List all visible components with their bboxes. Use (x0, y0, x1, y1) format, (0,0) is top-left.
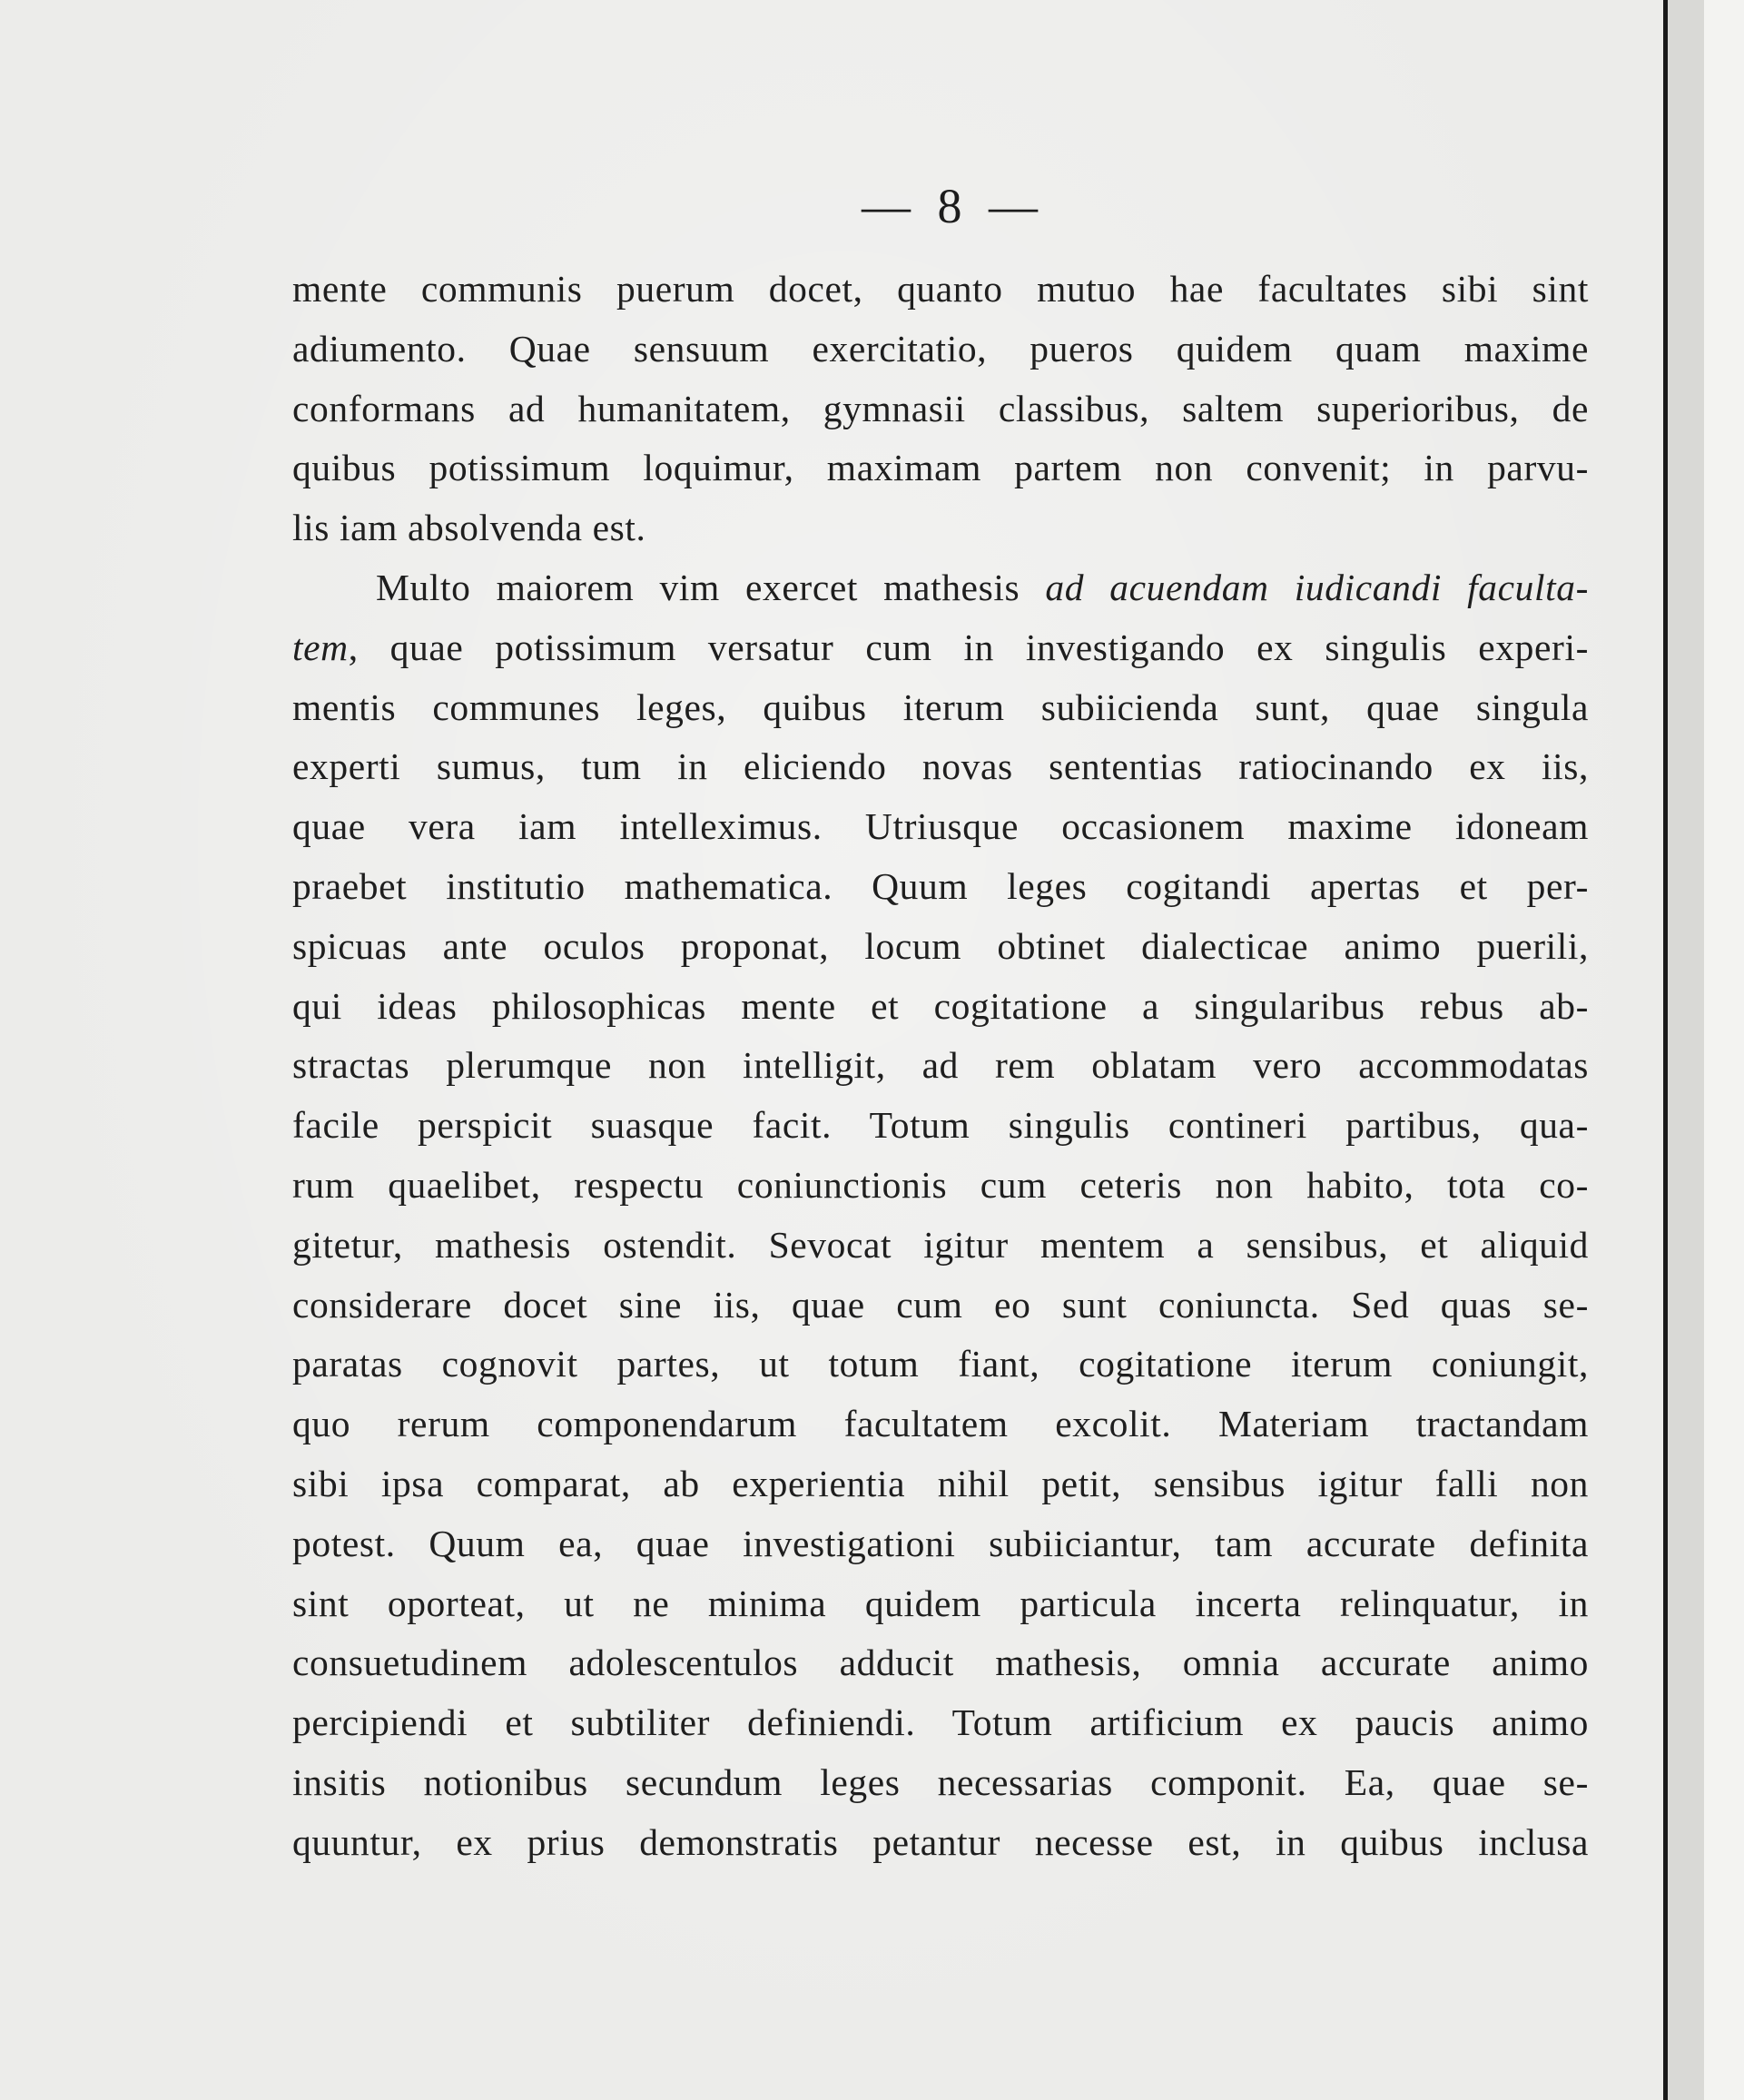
text-segment: sint oporteat, ut ne minima quidem particula incerta relinquatur, in (292, 1582, 1589, 1624)
text-line (292, 1514, 1589, 1574)
text-line (292, 558, 1589, 618)
text-segment: mente communis puerum docet, quanto mutuo hae facultates sibi sint (292, 268, 1589, 310)
text-segment: spicuas ante oculos proponat, locum obtinet dialecticae animo puerili, (292, 924, 1589, 967)
text-segment: potest. Quum ea, quae investigationi subiiciantur, tam accurate definita (292, 1522, 1589, 1564)
text-line (292, 618, 1589, 678)
text-line (292, 1276, 1589, 1336)
text-segment: considerare docet sine iis, quae cum eo sunt coniuncta. Sed quas se- (292, 1283, 1589, 1326)
text-segment: quo rerum componendarum facultatem excolit. Materiam tractandam (292, 1403, 1589, 1445)
text-segment: rum quaelibet, respectu coniunctionis cum ceteris non habito, tota co- (292, 1163, 1589, 1206)
text-segment: gitetur, mathesis ostendit. Sevocat igitur mentem a sensibus, et aliquid (292, 1223, 1589, 1266)
page-edge-margin (1704, 0, 1744, 2100)
text-line (292, 1454, 1589, 1514)
text-line (292, 737, 1589, 797)
text-line (292, 1335, 1589, 1395)
text-line (292, 439, 1589, 498)
text-segment: Multo maiorem vim exercet mathesis (376, 566, 1046, 608)
text-segment: quuntur, ex prius demonstratis petantur necesse est, in quibus inclusa (292, 1820, 1589, 1863)
text-line (292, 1813, 1589, 1873)
body-text (292, 260, 1589, 1873)
text-segment: adiumento. Quae sensuum exercitatio, pueros quidem quam maxime (292, 327, 1589, 370)
text-line (292, 917, 1589, 977)
text-segment: percipiendi et subtiliter definiendi. Totum artificium ex paucis animo (292, 1701, 1589, 1744)
text-segment: quae vera iam intelleximus. Utriusque occasionem maxime idoneam (292, 805, 1589, 848)
text-segment: praebet institutio mathematica. Quum leges cogitandi apertas et per- (292, 864, 1589, 907)
text-line (292, 678, 1589, 738)
text-line (292, 380, 1589, 439)
text-line (292, 1574, 1589, 1634)
text-segment: lis iam absolvenda est. (292, 507, 646, 549)
text-segment: , quae potissimum versatur cum in investigando ex singulis experi- (348, 626, 1589, 668)
text-line (292, 260, 1589, 320)
text-line (292, 1036, 1589, 1096)
page-number: — 8 — (862, 179, 1045, 233)
text-line (292, 1633, 1589, 1693)
text-line (292, 320, 1589, 380)
text-line (292, 1216, 1589, 1276)
text-segment: consuetudinem adolescentulos adducit mathesis, omnia accurate animo (292, 1642, 1589, 1684)
text-line (292, 1693, 1589, 1753)
text-line (292, 498, 1589, 558)
italic-text: ad acuendam iudicandi faculta- (1045, 566, 1589, 608)
text-segment: quibus potissimum loquimur, maximam partem non convenit; in parvu- (292, 447, 1589, 489)
text-line (292, 1156, 1589, 1216)
text-segment: mentis communes leges, quibus iterum subiicienda sunt, quae singula (292, 685, 1589, 728)
text-segment: stractas plerumque non intelligit, ad rem oblatam vero accommodatas (292, 1044, 1589, 1087)
text-segment: sibi ipsa comparat, ab experientia nihil petit, sensibus igitur falli non (292, 1462, 1589, 1504)
page-edge-gutter (1668, 0, 1704, 2100)
text-segment: facile perspicit suasque facit. Totum singulis contineri partibus, qua- (292, 1104, 1589, 1147)
text-line (292, 857, 1589, 917)
text-line (292, 1096, 1589, 1156)
text-segment: insitis notionibus secundum leges necessarias componit. Ea, quae se- (292, 1760, 1589, 1803)
text-segment: conformans ad humanitatem, gymnasii classibus, saltem superioribus, de (292, 387, 1589, 429)
text-line (292, 1753, 1589, 1813)
text-line (292, 797, 1589, 857)
italic-text: tem (292, 626, 349, 668)
text-segment: experti sumus, tum in eliciendo novas sententias ratiocinando ex iis, (292, 745, 1589, 788)
text-line (292, 1395, 1589, 1454)
text-segment: paratas cognovit partes, ut totum fiant, cogitatione iterum coniungit, (292, 1343, 1589, 1385)
text-line (292, 977, 1589, 1037)
text-segment: qui ideas philosophicas mente et cogitatione a singularibus rebus ab- (292, 984, 1589, 1027)
